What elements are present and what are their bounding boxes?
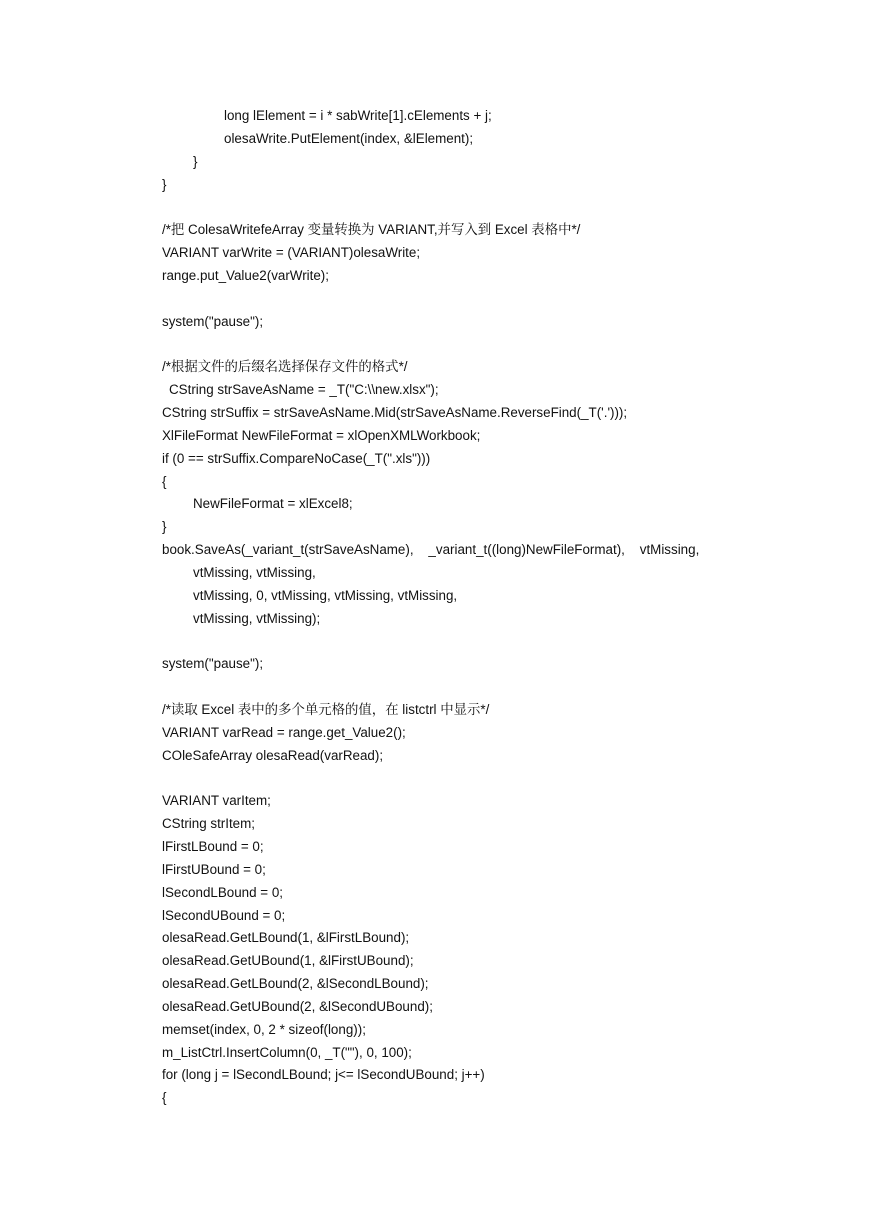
code-line: olesaRead.GetUBound(1, &lFirstUBound); [162,953,414,969]
code-line: } [162,176,167,192]
code-line: /*根据文件的后缀名选择保存文件的格式*/ [162,359,408,375]
code-line: /*读取 Excel 表中的多个单元格的值，在 listctrl 中显示*/ [162,701,490,717]
code-line: } [162,519,167,535]
code-line: COleSafeArray olesaRead(varRead); [162,747,384,763]
code-line: system("pause"); [162,656,264,672]
code-line: olesaRead.GetLBound(2, &lSecondLBound); [162,976,429,992]
code-line: CString strItem; [162,816,256,832]
code-line: olesaRead.GetLBound(1, &lFirstLBound); [162,930,410,946]
blank-line [162,630,802,653]
code-line: long lElement = i * sabWrite[1].cElements + j; [224,108,492,123]
blank-line [162,288,802,311]
code-line: /*把 ColesaWritefeArray 变量转换为 VARIANT,并写入到 Excel 表格中*/ [162,222,581,238]
code-line: vtMissing, 0, vtMissing, vtMissing, vtMissing, [193,587,458,603]
code-line: lSecondUBound = 0; [162,907,286,923]
code-line: lSecondLBound = 0; [162,884,283,900]
code-line: XlFileFormat NewFileFormat = xlOpenXMLWorkbook; [162,427,481,443]
code-line: lFirstLBound = 0; [162,839,264,854]
blank-line [162,676,802,699]
code-line: book.SaveAs(_variant_t(strSaveAsName), _variant_t((long)NewFileFormat), vtMissing, [162,542,700,558]
code-line: CString strSaveAsName = _T("C:\\new.xlsx"); [169,382,439,398]
code-line: system("pause"); [162,313,264,329]
code-line: { [162,1090,167,1106]
code-line: olesaWrite.PutElement(index, &lElement); [224,130,474,146]
blank-line [162,196,802,219]
code-line: } [193,153,198,169]
code-line: vtMissing, vtMissing, [193,564,316,580]
code-line: range.put_Value2(varWrite); [162,267,329,283]
code-line: for (long j = lSecondLBound; j<= lSecondUBound; j++) [162,1067,485,1083]
blank-line [162,767,802,790]
code-line: lFirstUBound = 0; [162,861,266,877]
code-line: vtMissing, vtMissing); [193,610,321,626]
code-line: VARIANT varRead = range.get_Value2(); [162,724,406,740]
code-line: memset(index, 0, 2 * sizeof(long)); [162,1021,366,1037]
code-line: CString strSuffix = strSaveAsName.Mid(strSaveAsName.ReverseFind(_T('.'))); [162,404,628,420]
code-line: { [162,473,167,489]
code-line: VARIANT varItem; [162,793,271,809]
code-line: VARIANT varWrite = (VARIANT)olesaWrite; [162,245,421,261]
code-listing [162,105,802,1110]
code-line: olesaRead.GetUBound(2, &lSecondUBound); [162,998,433,1014]
code-line: NewFileFormat = xlExcel8; [193,496,353,512]
code-line: m_ListCtrl.InsertColumn(0, _T(""), 0, 100); [162,1044,412,1060]
code-line: if (0 == strSuffix.CompareNoCase(_T(".xls"))) [162,450,431,466]
blank-line [162,333,802,356]
